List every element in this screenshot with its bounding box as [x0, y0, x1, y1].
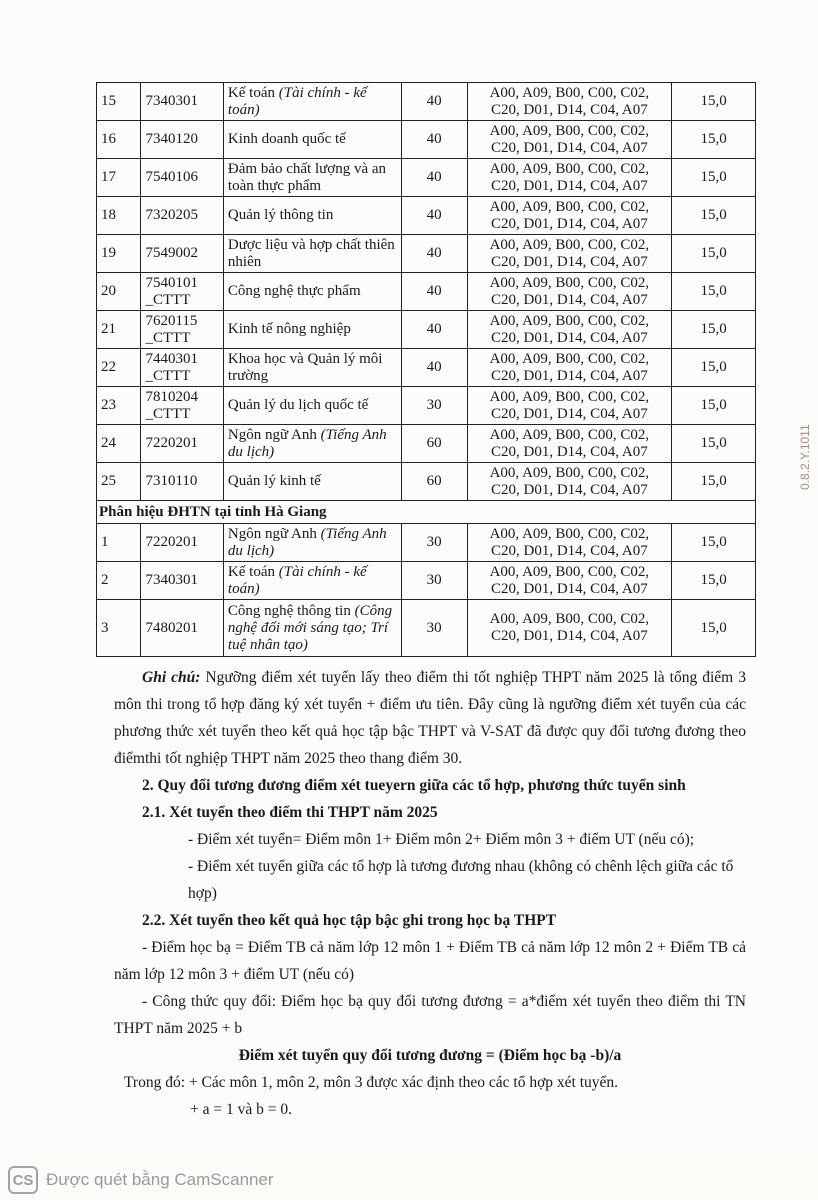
cell-stt: 3 — [97, 600, 141, 657]
admission-table — [96, 82, 756, 657]
cell-stt: 17 — [97, 159, 141, 197]
cell-combinations — [467, 524, 672, 562]
cell-major-name — [223, 235, 401, 273]
combination-line: A00, A09, B00, C00, C02, — [489, 350, 650, 367]
cell-combinations — [467, 349, 672, 387]
code-line: 7220201 — [145, 534, 198, 550]
cell-code — [141, 83, 223, 121]
cell-threshold-score: 15,0 — [672, 273, 756, 311]
code-line: _CTTT — [145, 405, 191, 422]
heading-2-2: 2.2. Xét tuyển theo kết quả học tập bậc ghi trong học bạ THPT — [142, 912, 557, 929]
cell-combinations — [467, 121, 672, 159]
cell-quota: 30 — [401, 562, 467, 600]
combination-line: A00, A09, B00, C00, C02, — [489, 236, 650, 253]
table-row — [97, 83, 756, 121]
table-row — [97, 273, 756, 311]
combination-line: A00, A09, B00, C00, C02, — [489, 563, 650, 580]
combination-line: C20, D01, D14, C04, A07 — [491, 101, 648, 118]
table-row — [97, 159, 756, 197]
cell-threshold-score: 15,0 — [672, 562, 756, 600]
cell-quota: 40 — [401, 197, 467, 235]
cell-code — [141, 425, 223, 463]
major-subtitle: (Tiếng Anh du lịch) — [227, 525, 387, 559]
code-line: 7310110 — [145, 473, 198, 489]
notes-section — [114, 664, 746, 1123]
table-row — [97, 349, 756, 387]
code-line: 7480201 — [145, 619, 198, 636]
combination-line: A00, A09, B00, C00, C02, — [489, 122, 650, 139]
cell-quota: 30 — [401, 524, 467, 562]
combination-line: C20, D01, D14, C04, A07 — [491, 291, 648, 308]
cell-major-name — [223, 425, 401, 463]
major-name: Kế toán — [227, 563, 275, 580]
formula: Điểm xét tuyển quy đổi tương đương = (Điểm học bạ -b)/a — [238, 1047, 622, 1064]
cell-stt: 15 — [97, 83, 141, 121]
major-subtitle: (Công nghệ đổi mới sáng tạo; Trí tuệ nhân tạo) — [227, 602, 393, 653]
cell-combinations — [467, 311, 672, 349]
cell-major-name — [223, 524, 401, 562]
code-line: 7540101 — [145, 274, 198, 291]
combination-line: C20, D01, D14, C04, A07 — [491, 405, 648, 422]
cell-quota: 60 — [401, 425, 467, 463]
combination-line: C20, D01, D14, C04, A07 — [491, 481, 648, 498]
cell-major-name — [223, 387, 401, 425]
cell-code — [141, 600, 223, 657]
cell-major-name — [223, 159, 401, 197]
cell-code — [141, 235, 223, 273]
cell-quota: 40 — [401, 121, 467, 159]
cell-threshold-score: 15,0 — [672, 235, 756, 273]
major-subtitle: (Tài chính - kế toán) — [227, 84, 367, 118]
footer-text: Được quét bằng CamScanner — [46, 1170, 274, 1189]
major-name: Ngôn ngữ Anh — [227, 426, 317, 443]
cell-stt: 24 — [97, 425, 141, 463]
cell-threshold-score: 15,0 — [672, 197, 756, 235]
cell-combinations — [467, 83, 672, 121]
table-row — [97, 311, 756, 349]
code-line: _CTTT — [145, 367, 191, 384]
cell-stt: 16 — [97, 121, 141, 159]
heading-2: 2. Quy đổi tương đương điểm xét tueyern giữa các tổ hợp, phương thức tuyển sinh — [142, 777, 686, 794]
combination-line: C20, D01, D14, C04, A07 — [491, 628, 648, 644]
code-line: 7540106 — [145, 169, 198, 185]
cell-major-name — [223, 121, 401, 159]
combination-line: C20, D01, D14, C04, A07 — [491, 542, 648, 559]
cell-stt: 25 — [97, 463, 141, 501]
cell-quota: 40 — [401, 159, 467, 197]
table-row — [97, 197, 756, 235]
cell-threshold-score: 15,0 — [672, 387, 756, 425]
cell-threshold-score: 15,0 — [672, 83, 756, 121]
cell-quota: 30 — [401, 387, 467, 425]
combination-line: A00, A09, B00, C00, C02, — [489, 388, 650, 405]
cell-combinations — [467, 562, 672, 600]
cell-code — [141, 159, 223, 197]
cell-threshold-score: 15,0 — [672, 524, 756, 562]
cell-major-name — [223, 83, 401, 121]
cell-quota: 40 — [401, 311, 467, 349]
bullet-2-2-b: - Công thức quy đổi: Điểm học bạ quy đổi tương đương = a*điểm xét tuyển theo điểm thi TN THPT năm 2025 + b — [114, 993, 746, 1037]
cell-major-name — [223, 273, 401, 311]
combination-line: A00, A09, B00, C00, C02, — [489, 525, 650, 542]
code-line: 7620115 — [145, 312, 198, 329]
code-line: 7320205 — [145, 207, 198, 223]
table-row — [97, 562, 756, 600]
cell-threshold-score: 15,0 — [672, 121, 756, 159]
cell-major-name — [223, 600, 401, 657]
combination-line: C20, D01, D14, C04, A07 — [491, 329, 648, 346]
cell-combinations — [467, 235, 672, 273]
combination-line: A00, A09, B00, C00, C02, — [489, 426, 650, 443]
combination-line: C20, D01, D14, C04, A07 — [491, 367, 648, 384]
code-line: _CTTT — [145, 291, 191, 308]
cell-combinations — [467, 159, 672, 197]
table-row — [97, 524, 756, 562]
table-row — [97, 425, 756, 463]
cell-major-name — [223, 463, 401, 501]
cell-quota: 40 — [401, 83, 467, 121]
cell-code — [141, 349, 223, 387]
cell-combinations — [467, 425, 672, 463]
combination-line: C20, D01, D14, C04, A07 — [491, 139, 648, 156]
cell-combinations — [467, 273, 672, 311]
section-title: Phân hiệu ĐHTN tại tỉnh Hà Giang — [97, 501, 756, 524]
cell-major-name — [223, 197, 401, 235]
cell-stt: 2 — [97, 562, 141, 600]
cell-threshold-score: 15,0 — [672, 349, 756, 387]
note-paragraph — [114, 664, 746, 772]
combination-line: C20, D01, D14, C04, A07 — [491, 177, 648, 194]
major-name: Kinh doanh quốc tế — [227, 131, 346, 147]
cell-threshold-score: 15,0 — [672, 463, 756, 501]
combination-line: C20, D01, D14, C04, A07 — [491, 253, 648, 270]
cell-code — [141, 562, 223, 600]
code-line: 7549002 — [145, 245, 198, 261]
table-row — [97, 121, 756, 159]
scanner-footer — [8, 1165, 274, 1195]
table-row — [97, 600, 756, 657]
camscanner-logo: CS — [8, 1166, 38, 1194]
code-line: 7340301 — [145, 572, 198, 588]
combination-line: A00, A09, B00, C00, C02, — [489, 312, 650, 329]
cell-stt: 19 — [97, 235, 141, 273]
cell-major-name — [223, 562, 401, 600]
major-subtitle: (Tài chính - kế toán) — [227, 563, 367, 597]
cell-stt: 1 — [97, 524, 141, 562]
cell-code — [141, 524, 223, 562]
cell-quota: 30 — [401, 600, 467, 657]
cell-stt: 18 — [97, 197, 141, 235]
major-name: Quản lý du lịch quốc tế — [227, 397, 369, 413]
where-line-1: Trong đó: + Các môn 1, môn 2, môn 3 được xác định theo các tổ hợp xét tuyển. — [124, 1074, 619, 1091]
cell-stt: 23 — [97, 387, 141, 425]
table-row — [97, 235, 756, 273]
combination-line: A00, A09, B00, C00, C02, — [489, 160, 650, 177]
combination-line: C20, D01, D14, C04, A07 — [491, 580, 648, 597]
cell-combinations — [467, 463, 672, 501]
code-line: 7810204 — [145, 388, 198, 405]
bullet-2-2-a: - Điểm học bạ = Điểm TB cả năm lớp 12 môn 1 + Điểm TB cả năm lớp 12 môn 2 + Điểm TB cả năm lớp 12 môn 3 + điểm UT (nếu có) — [114, 939, 746, 983]
cell-stt: 20 — [97, 273, 141, 311]
cell-code — [141, 311, 223, 349]
bullet-2-1-b: - Điểm xét tuyển giữa các tổ hợp là tương đương nhau (không có chênh lệch giữa các tổ hợp) — [188, 858, 734, 902]
cell-threshold-score: 15,0 — [672, 159, 756, 197]
combination-line: C20, D01, D14, C04, A07 — [491, 215, 648, 232]
where-line-2: + a = 1 và b = 0. — [190, 1101, 292, 1118]
major-name: Quản lý thông tin — [227, 207, 334, 223]
combination-line: A00, A09, B00, C00, C02, — [489, 84, 650, 101]
cell-quota: 40 — [401, 349, 467, 387]
table-row — [97, 387, 756, 425]
cell-stt: 22 — [97, 349, 141, 387]
major-name: Đảm bảo chất lượng và an toàn thực phẩm — [227, 160, 387, 194]
code-line: 7440301 — [145, 350, 198, 367]
combination-line: A00, A09, B00, C00, C02, — [489, 198, 650, 215]
code-line: _CTTT — [145, 329, 191, 346]
cell-code — [141, 463, 223, 501]
combination-line: A00, A09, B00, C00, C02, — [489, 464, 650, 481]
major-name: Ngôn ngữ Anh — [227, 525, 317, 542]
major-name: Công nghệ thực phẩm — [227, 283, 361, 299]
margin-stamp: 0.8.2.Y.1011 — [798, 424, 812, 490]
cell-code — [141, 273, 223, 311]
cell-major-name — [223, 349, 401, 387]
code-line: 7220201 — [145, 435, 198, 451]
cell-quota: 40 — [401, 235, 467, 273]
combination-line: A00, A09, B00, C00, C02, — [489, 611, 650, 627]
cell-code — [141, 387, 223, 425]
bullet-2-1-a: - Điểm xét tuyển= Điểm môn 1+ Điểm môn 2+ Điểm môn 3 + điểm UT (nếu có); — [188, 831, 695, 848]
section-row — [97, 501, 756, 524]
major-name: Kế toán — [227, 84, 275, 101]
admission-table-body — [97, 83, 756, 657]
cell-combinations — [467, 197, 672, 235]
note-text: Ngưỡng điểm xét tuyển lấy theo điểm thi tốt nghiệp THPT năm 2025 là tổng điểm 3 môn thi trong tổ hợp đăng ký xét tuyển + điểm ưu tiên. Đây cũng là ngưỡng điểm xét tuyển của các phương thức xét tuyển theo kết quả học tập bậc THPT và V-SAT đã được quy đổi tương đương theo điểmthi tốt nghiệp THPT năm 2025 theo thang điểm 30. — [114, 669, 747, 767]
cell-code — [141, 197, 223, 235]
major-name: Kinh tế nông nghiệp — [227, 321, 351, 337]
major-name: Công nghệ thông tin — [227, 602, 351, 619]
heading-2-1: 2.1. Xét tuyển theo điểm thi THPT năm 2025 — [142, 804, 438, 821]
combination-line: C20, D01, D14, C04, A07 — [491, 443, 648, 460]
major-subtitle: (Tiếng Anh du lịch) — [227, 426, 387, 460]
cell-stt: 21 — [97, 311, 141, 349]
cell-quota: 40 — [401, 273, 467, 311]
cell-threshold-score: 15,0 — [672, 600, 756, 657]
combination-line: A00, A09, B00, C00, C02, — [489, 274, 650, 291]
table-row — [97, 463, 756, 501]
major-name: Quản lý kinh tế — [227, 473, 321, 489]
major-name: Dược liệu và hợp chất thiên nhiên — [227, 236, 395, 270]
cell-code — [141, 121, 223, 159]
cell-major-name — [223, 311, 401, 349]
note-label: Ghi chú: — [142, 669, 201, 686]
cell-threshold-score: 15,0 — [672, 311, 756, 349]
major-name: Khoa học và Quản lý môi trường — [227, 350, 383, 384]
cell-quota: 60 — [401, 463, 467, 501]
cell-combinations — [467, 387, 672, 425]
code-line: 7340120 — [145, 131, 198, 147]
cell-combinations — [467, 600, 672, 657]
cell-threshold-score: 15,0 — [672, 425, 756, 463]
code-line: 7340301 — [145, 93, 198, 109]
